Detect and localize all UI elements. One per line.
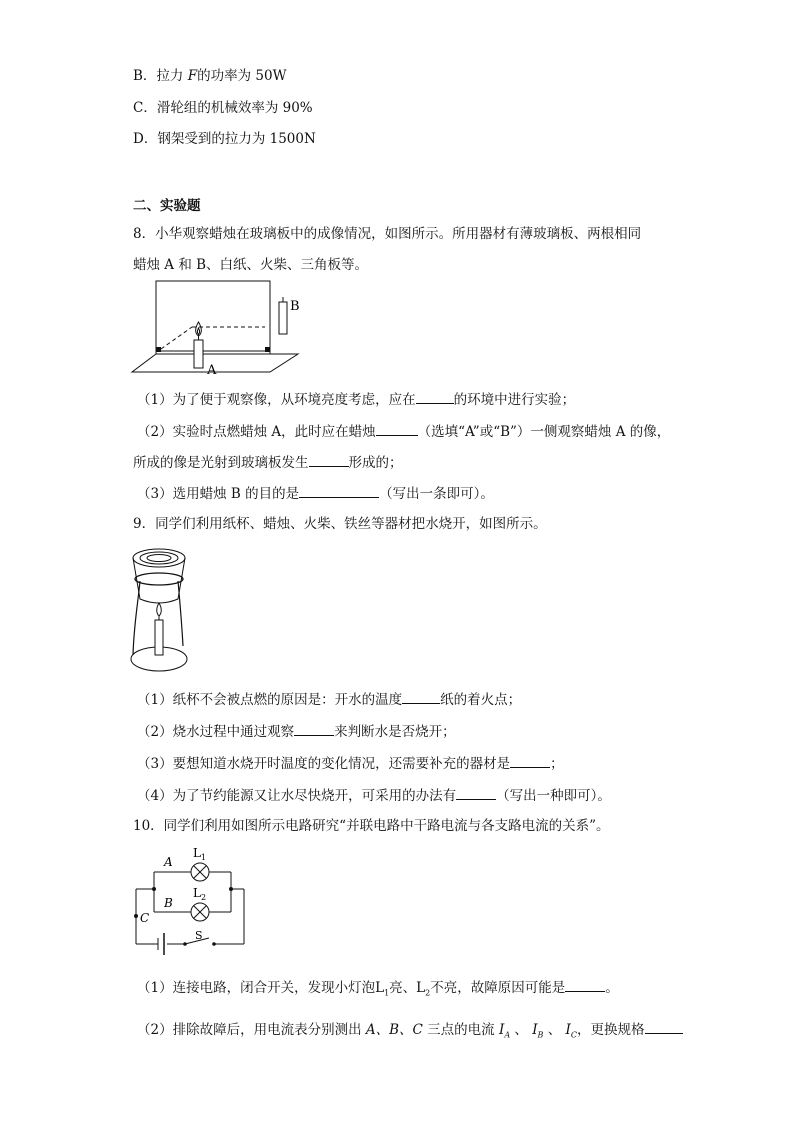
option-b: B．拉力 F的功率为 50W (133, 68, 287, 84)
q8-part3: （3）选用蜡烛 B 的目的是 （写出一条即可）。 (137, 486, 494, 502)
label-point-b: B (164, 896, 173, 910)
label-l1: L (193, 846, 201, 860)
q9-part4: （4）为了节约能源又让水尽快烧开，可采用的办法有 （写出一种即可）。 (137, 788, 611, 804)
q10-part1: （1）连接电路，闭合开关，发现小灯泡$L_1$亮、$L_2$不亮，故障原因可能是 。 (137, 980, 619, 998)
q8-stem-line1: 8．小华观察蜡烛在玻璃板中的成像情况，如图所示。所用器材有薄玻璃板、两根相同 (133, 226, 642, 242)
q8-mirror-figure (130, 278, 310, 378)
label-point-c: C (140, 911, 150, 925)
label-candle-a: A (207, 363, 217, 378)
section-title: 二、实验题 (133, 198, 201, 214)
q9-blank-2[interactable] (294, 722, 334, 736)
q8-blank-4[interactable] (299, 484, 379, 498)
q9-boiling-figure (130, 543, 200, 675)
label-candle-b: B (290, 299, 300, 314)
q8-part2-cont: 所成的像是光射到玻璃板发生 形成的； (133, 455, 403, 471)
q9-part2: （2）烧水过程中通过观察 来判断水是否烧开； (137, 724, 456, 740)
q9-part3: （3）要想知道水烧开时温度的变化情况，还需要补充的器材是 ； (137, 756, 564, 772)
q9-blank-3[interactable] (510, 754, 550, 768)
svg-text:L2 (193, 886, 206, 902)
q10-blank-1[interactable] (565, 978, 605, 992)
q10-stem: 10．同学们利用如图所示电路研究“并联电路中干路电流与各支路电流的关系”。 (133, 818, 610, 834)
q10-part2: （2）排除故障后，用电流表分别测出 A、B、C 三点的电流 $I_A$ 、 $I_B$ 、 $I_C$，更换规格 (137, 1020, 683, 1045)
q10-blank-2[interactable] (645, 1020, 683, 1034)
label-switch: S (195, 929, 203, 942)
q8-stem-line2: 蜡烛 A 和 B、白纸、火柴、三角板等。 (133, 257, 369, 273)
q9-stem: 9．同学们利用纸杯、蜡烛、火柴、铁丝等器材把水烧开，如图所示。 (133, 516, 547, 532)
label-l2: L (193, 886, 201, 900)
q9-blank-1[interactable] (402, 690, 440, 704)
label-l2-sub: 2 (200, 893, 207, 902)
q8-part1: （1）为了便于观察像，从环境亮度考虑，应在 的环境中进行实验； (137, 392, 576, 408)
label-l1-sub: 1 (200, 853, 207, 862)
q8-blank-3[interactable] (309, 453, 349, 467)
option-d: D．钢架受到的拉力为 1500N (133, 131, 316, 147)
q10-circuit-figure (128, 842, 248, 957)
q8-blank-1[interactable] (416, 390, 454, 404)
q9-part1: （1）纸杯不会被点燃的原因是：开水的温度 纸的着火点； (137, 692, 522, 708)
svg-text:L1 (193, 846, 206, 862)
label-point-a: A (164, 855, 173, 869)
q8-part2: （2）实验时点燃蜡烛 A，此时应在蜡烛 （选填“A”或“B”）一侧观察蜡烛 A 的像， (137, 424, 671, 440)
q9-blank-4[interactable] (456, 786, 496, 800)
q8-blank-2[interactable] (376, 422, 418, 436)
option-c: C．滑轮组的机械效率为 90% (133, 100, 313, 116)
